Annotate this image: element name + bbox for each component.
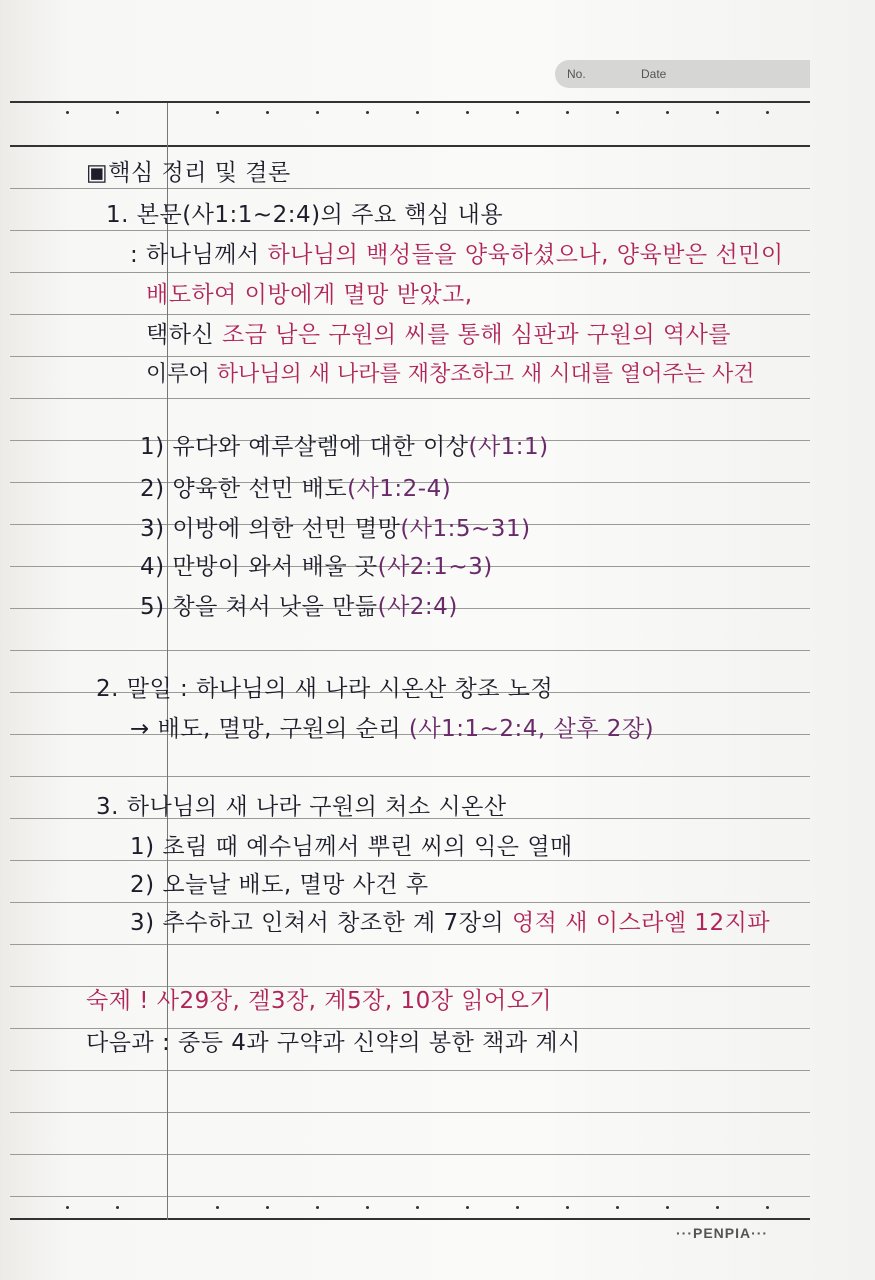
brand-logo: ···PENPIA··· [676, 1225, 769, 1241]
guide-dot [516, 111, 519, 114]
section-3-title-text: 3. 하나님의 새 나라 구원의 처소 시온산 [96, 794, 507, 820]
guide-dot [716, 1206, 719, 1209]
list-item [130, 870, 429, 900]
summary-highlight: 하나님의 백성들을 양육하셨으나, [267, 242, 609, 268]
list-item-text: 5) 창을 쳐서 낫을 만듦 [140, 594, 378, 620]
guide-dot [266, 1206, 269, 1209]
guide-dot [266, 111, 269, 114]
guide-dot [116, 1206, 119, 1209]
guide-dot [616, 1206, 619, 1209]
ruled-line [10, 1196, 810, 1197]
ruled-line [10, 1154, 810, 1155]
list-item-text: 1) 유다와 예루살렘에 대한 이상 [140, 434, 469, 460]
guide-dot [516, 1206, 519, 1209]
guide-dot [666, 111, 669, 114]
list-item-text: 3) 추수하고 인쳐서 창조한 계 7장의 [130, 910, 512, 936]
summary-highlight: 하나님의 새 나라를 재창조하고 새 시대를 열어주는 사건 [216, 362, 755, 387]
list-item [140, 432, 549, 462]
guide-dot [216, 1206, 219, 1209]
list-item-text: 2) 오늘날 배도, 멸망 사건 후 [130, 872, 429, 898]
list-item-text: 3) 이방에 의한 선민 멸망 [140, 516, 401, 542]
arrow-text: → 배도, 멸망, 구원의 순리 [130, 716, 409, 742]
arrow-ref: (사1:1~2:4, 살후 2장) [408, 716, 655, 742]
ruled-line [10, 188, 810, 189]
summary-text: 택하신 [146, 322, 222, 348]
guide-dot [316, 1206, 319, 1209]
list-item-text: 1) 초림 때 예수님께서 뿌린 씨의 익은 열매 [130, 834, 573, 860]
header-rule [10, 145, 810, 147]
summary-line-1 [130, 240, 784, 270]
section-2-title [96, 674, 553, 704]
summary-line-4 [146, 360, 755, 390]
section-2-title-text: 2. 말일 : 하나님의 새 나라 시온산 창조 노정 [96, 676, 554, 702]
guide-dot [666, 1206, 669, 1209]
guide-dot [66, 111, 69, 114]
top-rule [10, 101, 810, 103]
no-date-tab [555, 60, 810, 88]
summary-line-2 [146, 280, 473, 310]
ruled-line [10, 398, 810, 399]
guide-dot [416, 1206, 419, 1209]
list-item-ref: (사2:4) [377, 594, 458, 620]
next-lesson-line [86, 1028, 581, 1058]
ruled-line [10, 944, 810, 945]
ruled-line [10, 314, 810, 315]
guide-dot [766, 1206, 769, 1209]
guide-dot [616, 111, 619, 114]
list-item [130, 832, 573, 862]
guide-dot [316, 111, 319, 114]
list-item [140, 474, 451, 504]
ruled-line [10, 776, 810, 777]
guide-dot [466, 111, 469, 114]
section-1-title [106, 200, 503, 230]
ruled-line [10, 1070, 810, 1071]
next-lesson-text: 다음과 : 중등 4과 구약과 신약의 봉한 책과 계시 [86, 1030, 581, 1056]
list-item-ref: (사2:1~3) [377, 554, 493, 580]
homework-line [86, 986, 552, 1016]
bottom-rule [10, 1218, 810, 1220]
guide-dot [116, 111, 119, 114]
list-item-ref: (사1:2-4) [347, 476, 452, 502]
ruled-line [10, 902, 810, 903]
homework-text: 숙제 ! 사29장, 겔3장, 계5장, 10장 읽어오기 [86, 988, 553, 1014]
date-label: Date [641, 67, 667, 81]
list-item-highlight: 영적 새 이스라엘 12지파 [511, 910, 771, 936]
guide-dot [716, 111, 719, 114]
heading-text: ▣핵심 정리 및 결론 [86, 160, 291, 186]
section-heading [86, 158, 291, 188]
section-3-title [96, 792, 507, 822]
list-item [140, 552, 493, 582]
ruled-line [10, 356, 810, 357]
guide-dot [766, 111, 769, 114]
ruled-line [10, 1112, 810, 1113]
guide-dot [216, 111, 219, 114]
guide-dot [466, 1206, 469, 1209]
guide-dot [366, 111, 369, 114]
guide-dot [366, 1206, 369, 1209]
no-label: No. [567, 67, 586, 81]
section-2-arrow-line [130, 714, 654, 744]
summary-highlight: 조금 남은 구원의 씨를 통해 심판과 구원의 역사를 [221, 322, 732, 348]
list-item [140, 592, 458, 622]
ruled-line [10, 272, 810, 273]
guide-dot [566, 111, 569, 114]
list-item [140, 514, 531, 544]
summary-line-3 [146, 320, 731, 350]
list-item-text: 2) 양육한 선민 배도 [140, 476, 348, 502]
summary-highlight: 배도하여 이방에게 멸망 받았고, [146, 282, 473, 308]
list-item-text: 4) 만방이 와서 배울 곳 [140, 554, 378, 580]
ruled-line [10, 230, 810, 231]
summary-highlight: 양육받은 선민이 [608, 242, 784, 268]
section-1-title-text: 1. 본문(사1:1~2:4)의 주요 핵심 내용 [106, 202, 504, 228]
guide-dot [416, 111, 419, 114]
guide-dot [66, 1206, 69, 1209]
ruled-line [10, 650, 810, 651]
summary-text: : 하나님께서 [130, 242, 268, 268]
list-item [130, 908, 770, 938]
list-item-ref: (사1:1) [468, 434, 549, 460]
guide-dot [566, 1206, 569, 1209]
list-item-ref: (사1:5~31) [400, 516, 531, 542]
summary-text: 이루어 [146, 362, 217, 387]
